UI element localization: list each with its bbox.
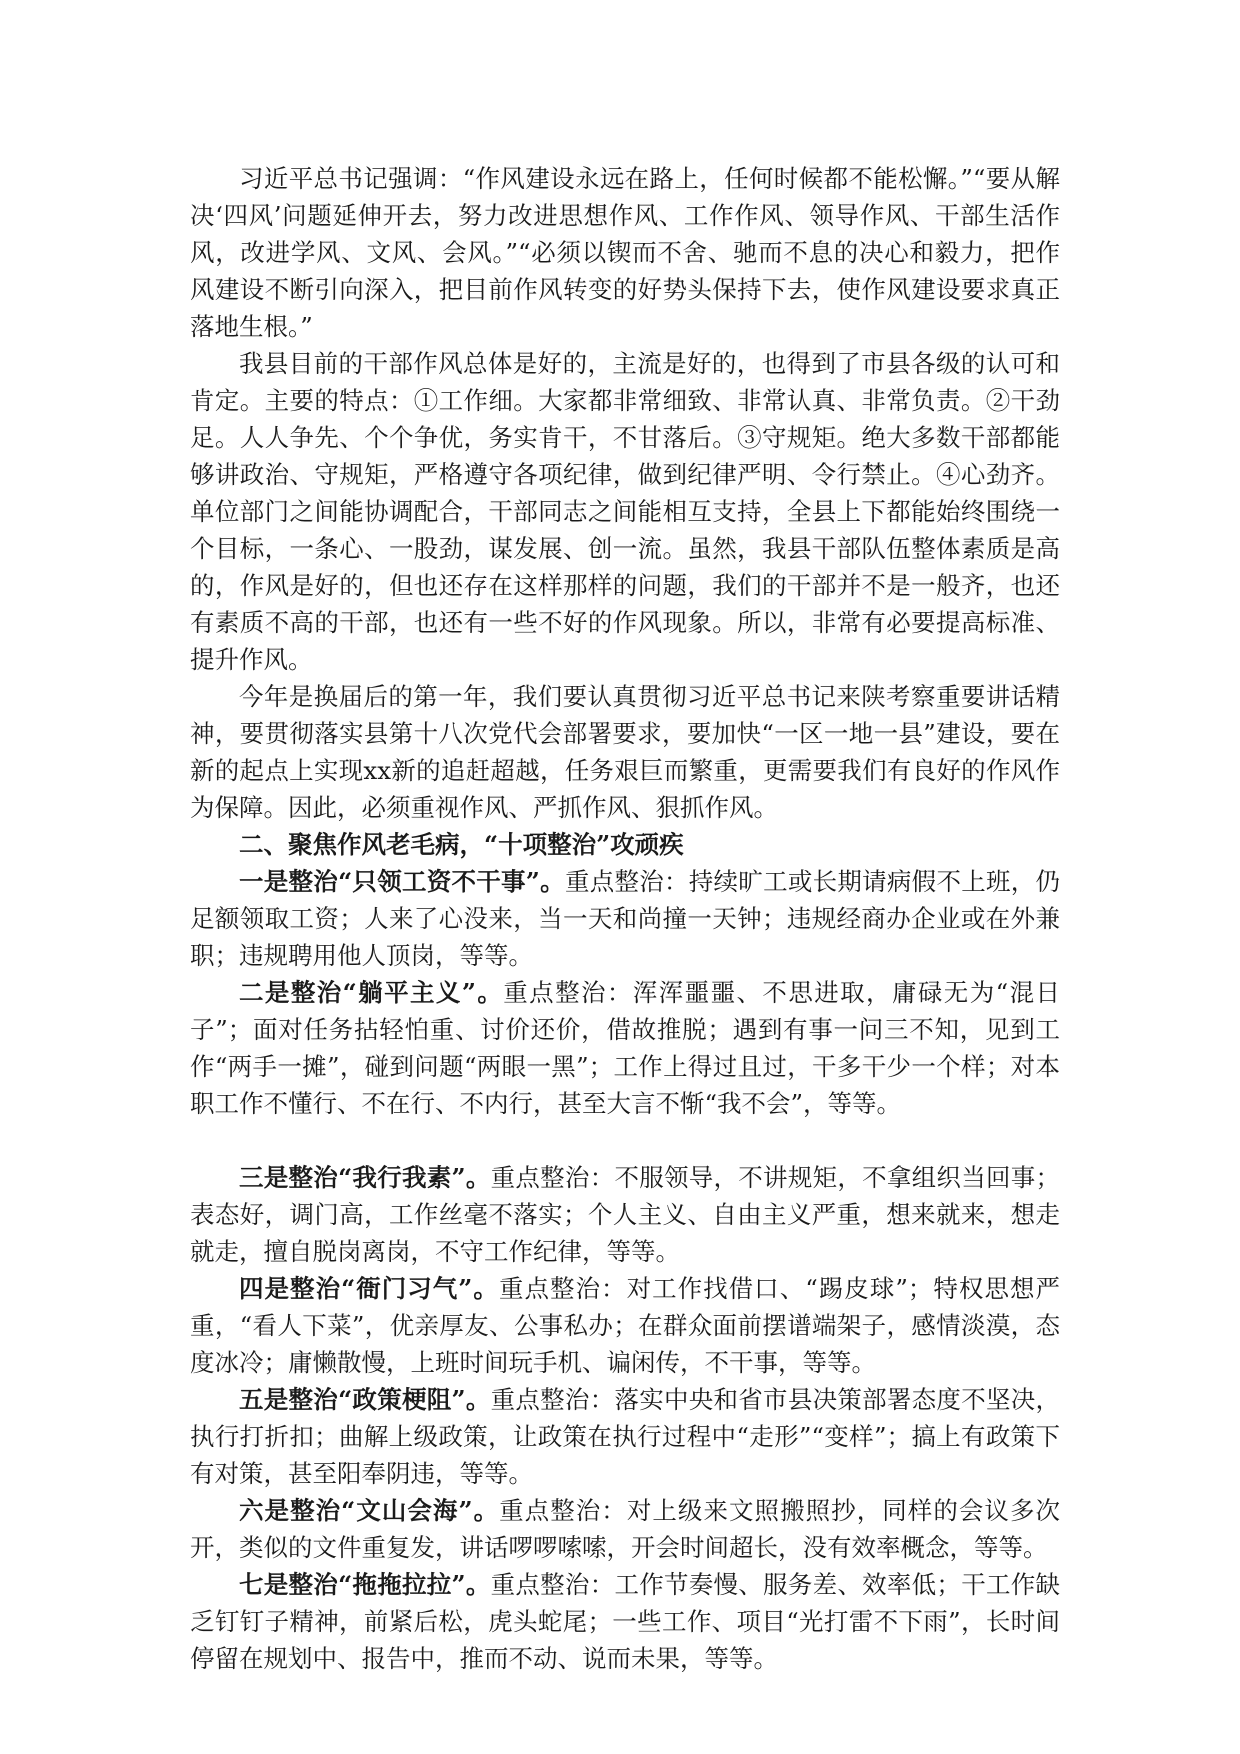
item-paragraph-6 bbox=[190, 1492, 1060, 1566]
item-lead-3: 三是整治“我行我素”。 bbox=[239, 1163, 491, 1192]
item-lead-6: 六是整治“文山会海”。 bbox=[239, 1496, 500, 1525]
item-body-5: 重点整治：落实中央和省市县决策部署态度不坚决，执行打折扣；曲解上级政策，让政策在执行过程中“走形”“变样”；搞上有政策下有对策，甚至阳奉阴违，等等。 bbox=[190, 1385, 1060, 1488]
item-body-7: 重点整治：工作节奏慢、服务差、效率低；干工作缺乏钉钉子精神，前紧后松，虎头蛇尾；一些工作、项目“光打雷不下雨”，长时间停留在规划中、报告中，推而不动、说而未果，等等。 bbox=[190, 1570, 1060, 1673]
item-lead-2: 二是整治“躺平主义”。 bbox=[239, 978, 504, 1007]
item-lead-4: 四是整治“衙门习气”。 bbox=[239, 1274, 499, 1303]
intro-paragraph-1: 习近平总书记强调：“作风建设永远在路上，任何时候都不能松懈。”“要从解决‘四风’问题延伸开去，努力改进思想作风、工作作风、领导作风、干部生活作风，改进学风、文风、会风。”“必须以锲而不舍、驰而不息的决心和毅力，把作风建设不断引向深入，把目前作风转变的好势头保持下去，使作风建设要求真正落地生根。” bbox=[190, 164, 1060, 341]
item-paragraph-1 bbox=[190, 863, 1060, 974]
item-paragraph-7 bbox=[190, 1566, 1060, 1677]
item-body-3: 重点整治：不服领导，不讲规矩，不拿组织当回事；表态好，调门高，工作丝毫不落实；个人主义、自由主义严重，想来就来，想走就走，擅自脱岗离岗，不守工作纪律，等等。 bbox=[190, 1163, 1060, 1266]
item-body-6: 重点整治：对上级来文照搬照抄，同样的会议多次开，类似的文件重复发，讲话啰啰嗦嗦，开会时间超长，没有效率概念，等等。 bbox=[190, 1496, 1060, 1562]
item-body-4: 重点整治：对工作找借口、“踢皮球”；特权思想严重，“看人下菜”，优亲厚友、公事私办；在群众面前摆谱端架子，感情淡漠，态度冰冷；庸懒散慢，上班时间玩手机、谝闲传，不干事，等等。 bbox=[190, 1274, 1060, 1377]
item-paragraph-3 bbox=[190, 1159, 1060, 1270]
item-body-2: 重点整治：浑浑噩噩、不思进取，庸碌无为“混日子”；面对任务拈轻怕重、讨价还价，借故推脱；遇到有事一问三不知，见到工作“两手一摊”，碰到问题“两眼一黑”；工作上得过且过，干多干少一个样；对本职工作不懂行、不在行、不内行，甚至大言不惭“我不会”，等等。 bbox=[190, 978, 1060, 1118]
item-lead-5: 五是整治“政策梗阻”。 bbox=[239, 1385, 491, 1414]
intro-paragraph-3: 今年是换届后的第一年，我们要认真贯彻习近平总书记来陕考察重要讲话精神，要贯彻落实县第十八次党代会部署要求，要加快“一区一地一县”建设，要在新的起点上实现xx新的追赶超越，任务艰巨而繁重，更需要我们有良好的作风作为保障。因此，必须重视作风、严抓作风、狠抓作风。 bbox=[190, 682, 1060, 822]
intro-paragraph-2: 我县目前的干部作风总体是好的，主流是好的，也得到了市县各级的认可和肯定。主要的特点：①工作细。大家都非常细致、非常认真、非常负责。②干劲足。人人争先、个个争优，务实肯干，不甘落后。③守规矩。绝大多数干部都能够讲政治、守规矩，严格遵守各项纪律，做到纪律严明、令行禁止。④心劲齐。单位部门之间能协调配合，干部同志之间能相互支持，全县上下都能始终围绕一个目标，一条心、一股劲，谋发展、创一流。虽然，我县干部队伍整体素质是高的，作风是好的，但也还存在这样那样的问题，我们的干部并不是一般齐，也还有素质不高的干部，也还有一些不好的作风现象。所以，非常有必要提高标准、提升作风。 bbox=[190, 349, 1060, 674]
item-paragraph-5 bbox=[190, 1381, 1060, 1492]
item-lead-1: 一是整治“只领工资不干事”。 bbox=[239, 867, 565, 896]
document-page bbox=[190, 160, 1060, 1677]
item-lead-7: 七是整治“拖拖拉拉”。 bbox=[239, 1570, 491, 1599]
item-body-1: 重点整治：持续旷工或长期请病假不上班，仍足额领取工资；人来了心没来，当一天和尚撞一天钟；违规经商办企业或在外兼职；违规聘用他人顶岗，等等。 bbox=[190, 867, 1061, 970]
section-heading: 二、聚焦作风老毛病，“十项整治”攻顽疾 bbox=[239, 830, 684, 859]
item-paragraph-2 bbox=[190, 974, 1060, 1122]
item-paragraph-4 bbox=[190, 1270, 1060, 1381]
